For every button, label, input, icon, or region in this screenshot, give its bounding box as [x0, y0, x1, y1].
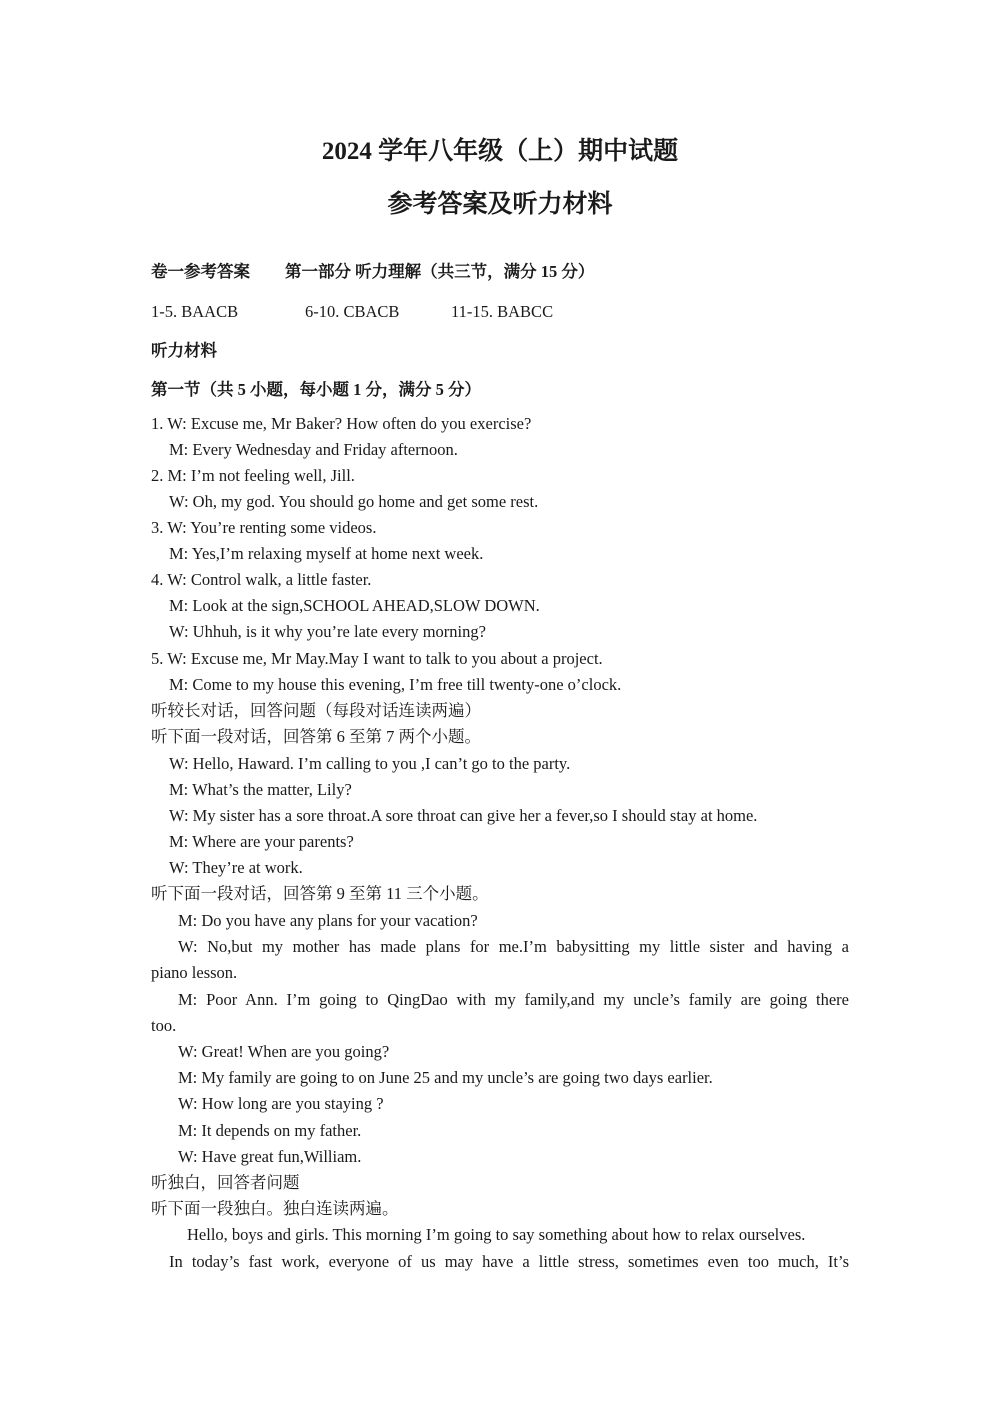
- page-title: 2024 学年八年级（上）期中试题: [321, 138, 679, 165]
- dialogue-line: W: Hello, Haward. I’m calling to you ,I can’t go to the party.: [169, 754, 571, 773]
- dialogue-line: too.: [151, 1016, 177, 1035]
- dialogue-line: W: They’re at work.: [169, 858, 303, 877]
- dialogue-line: W: How long are you staying ?: [178, 1094, 384, 1113]
- dialogue-line: M: Yes,I’m relaxing myself at home next week.: [169, 544, 484, 563]
- dialogue-line: 1. W: Excuse me, Mr Baker? How often do you exercise?: [151, 414, 532, 433]
- dialogue-line: piano lesson.: [151, 963, 238, 982]
- section-instruction: 听下面一段对话，回答第 9 至第 11 三个小题。: [151, 884, 489, 903]
- part1-header: 第一节（共 5 小题，每小题 1 分，满分 5 分）: [151, 380, 481, 399]
- dialogue-line: 5. W: Excuse me, Mr May.May I want to talk to you about a project.: [151, 649, 603, 668]
- section-instruction: 听下面一段独白。独白连读两遍。: [151, 1199, 399, 1218]
- monologue-line: Hello, boys and girls. This morning I’m going to say something about how to relax ourselves.: [187, 1225, 806, 1244]
- dialogue-line: M: It depends on my father.: [178, 1121, 362, 1140]
- answer-section-label: 卷一参考答案: [151, 262, 250, 281]
- dialogue-line: W: Uhhuh, is it why you’re late every morning?: [169, 622, 486, 641]
- dialogue-line: W: Oh, my god. You should go home and get some rest.: [169, 492, 539, 511]
- part-one-header: 第一部分 听力理解（共三节，满分 15 分）: [285, 262, 595, 281]
- answers-11-15: 11-15. BABCC: [451, 302, 554, 321]
- section-instruction: 听独白，回答者问题: [151, 1173, 300, 1192]
- section-instruction: 听较长对话，回答问题（每段对话连读两遍）: [151, 701, 481, 720]
- dialogue-line: W: No,but my mother has made plans for me.I’m babysitting my little sister and having a: [178, 937, 849, 956]
- answers-1-5: 1-5. BAACB: [151, 302, 239, 321]
- dialogue-line: W: Great! When are you going?: [178, 1042, 390, 1061]
- dialogue-line: M: Poor Ann. I’m going to QingDao with my family,and my uncle’s family are going there: [178, 990, 849, 1009]
- dialogue-line: 2. M: I’m not feeling well, Jill.: [151, 466, 355, 485]
- dialogue-line: M: Every Wednesday and Friday afternoon.: [169, 440, 458, 459]
- dialogue-line: M: Look at the sign,SCHOOL AHEAD,SLOW DOWN.: [169, 596, 540, 615]
- dialogue-line: M: Do you have any plans for your vacation?: [178, 911, 478, 930]
- answers-6-10: 6-10. CBACB: [305, 302, 400, 321]
- dialogue-line: 4. W: Control walk, a little faster.: [151, 570, 372, 589]
- dialogue-line: W: My sister has a sore throat.A sore throat can give her a fever,so I should stay at home.: [169, 806, 758, 825]
- listening-materials-heading: 听力材料: [151, 341, 217, 360]
- dialogue-line: M: Where are your parents?: [169, 832, 354, 851]
- section-instruction: 听下面一段对话，回答第 6 至第 7 两个小题。: [151, 727, 481, 746]
- dialogue-line: M: What’s the matter, Lily?: [169, 780, 352, 799]
- dialogue-line: 3. W: You’re renting some videos.: [151, 518, 377, 537]
- monologue-line: In today’s fast work, everyone of us may have a little stress, sometimes even too much, It’s: [169, 1252, 849, 1271]
- dialogue-line: M: My family are going to on June 25 and my uncle’s are going two days earlier.: [178, 1068, 713, 1087]
- dialogue-line: W: Have great fun,William.: [178, 1147, 362, 1166]
- dialogue-line: M: Come to my house this evening, I’m free till twenty-one o’clock.: [169, 675, 622, 694]
- page-subtitle: 参考答案及听力材料: [387, 191, 613, 218]
